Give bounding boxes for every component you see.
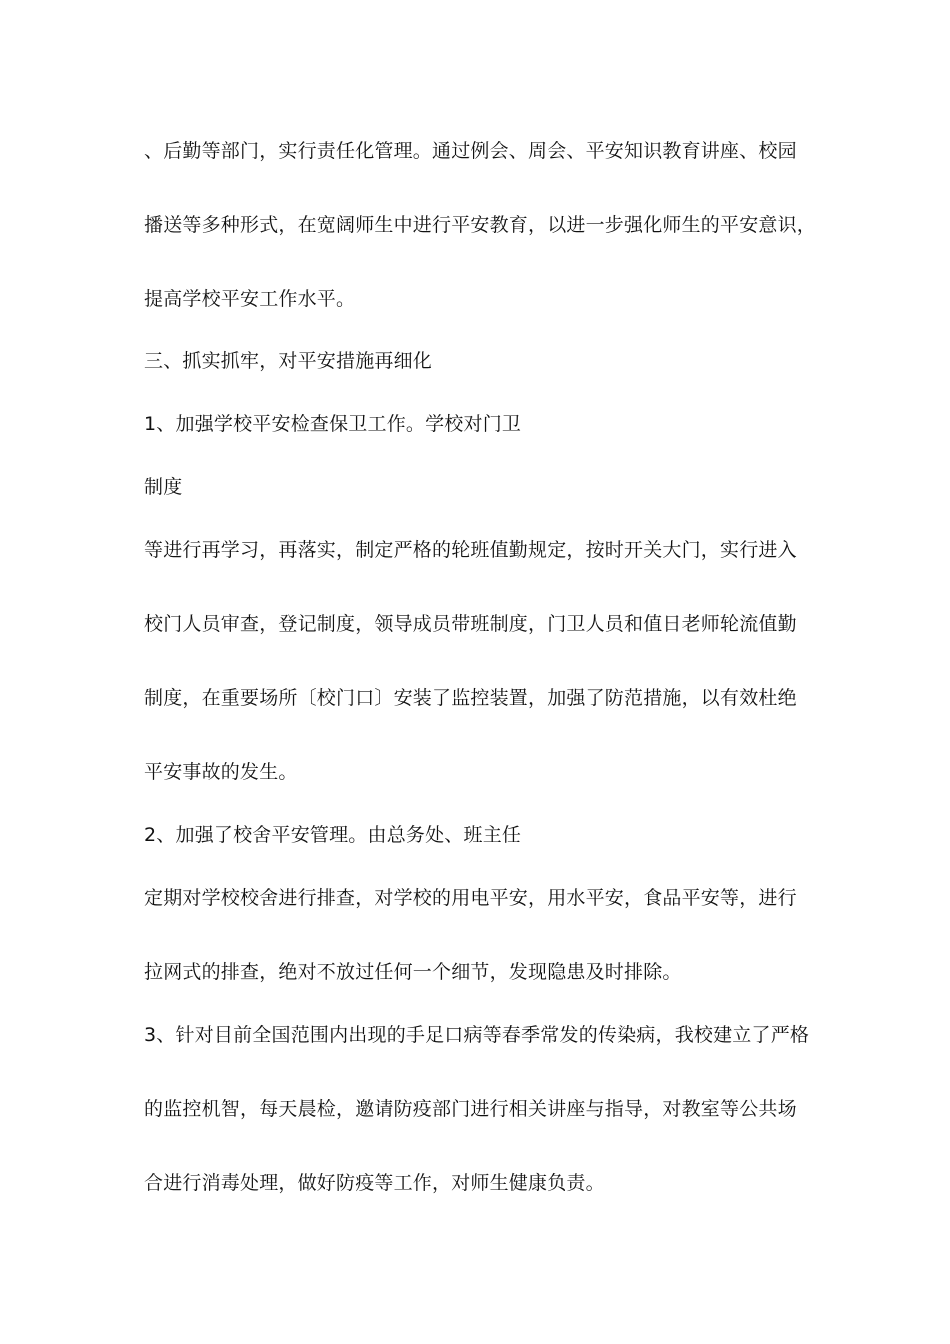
paragraph-line: 制度	[144, 476, 183, 498]
paragraph-line: 提高学校平安工作水平。	[144, 288, 356, 310]
paragraph-line: 校门人员审查，登记制度，领导成员带班制度，门卫人员和值日老师轮流值勤	[144, 613, 797, 635]
paragraph-line: 拉网式的排查，绝对不放过任何一个细节，发现隐患及时排除。	[144, 961, 682, 983]
paragraph-line: 制度，在重要场所〔校门口〕安装了监控装置，加强了防范措施，以有效杜绝	[144, 687, 797, 709]
paragraph-line: 、后勤等部门，实行责任化管理。通过例会、周会、平安知识教育讲座、校园	[144, 140, 797, 162]
paragraph-line: 等进行再学习，再落实，制定严格的轮班值勤规定，按时开关大门，实行进入	[144, 539, 797, 561]
paragraph-line: 平安事故的发生。	[144, 761, 298, 783]
paragraph-line: 合进行消毒处理，做好防疫等工作，对师生健康负责。	[144, 1172, 605, 1194]
paragraph-line: 定期对学校校舍进行排查，对学校的用电平安，用水平安，食品平安等，进行	[144, 887, 797, 909]
paragraph-line: 的监控机智，每天晨检，邀请防疫部门进行相关讲座与指导，对教室等公共场	[144, 1098, 797, 1120]
list-item-heading: 3、针对目前全国范围内出现的手足口病等春季常发的传染病，我校建立了严格	[144, 1024, 810, 1046]
list-item-heading: 1、加强学校平安检查保卫工作。学校对门卫	[144, 413, 522, 435]
section-heading: 三、抓实抓牢，对平安措施再细化	[144, 350, 433, 372]
paragraph-line: 播送等多种形式，在宽阔师生中进行平安教育，以进一步强化师生的平安意识，	[144, 214, 817, 236]
list-item-heading: 2、加强了校舍平安管理。由总务处、班主任	[144, 824, 522, 846]
